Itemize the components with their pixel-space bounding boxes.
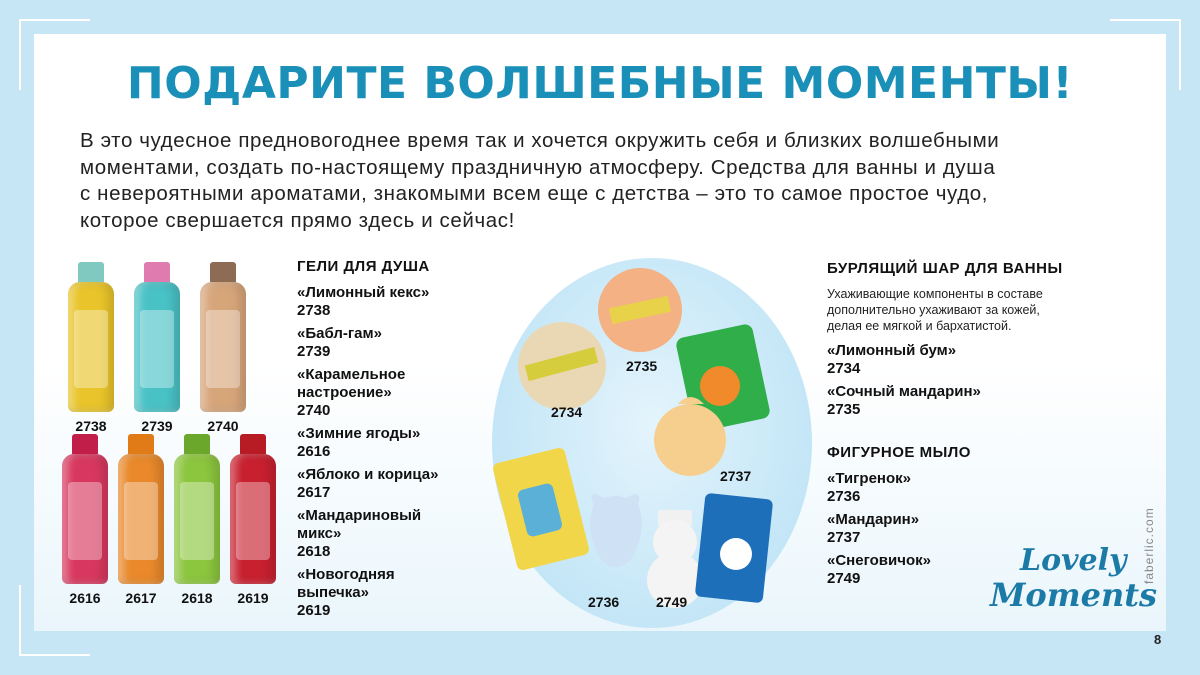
- description-line: дополнительно ухаживают за кожей,: [827, 303, 1040, 317]
- product-code: 2735: [827, 401, 861, 418]
- list-item: [827, 470, 1087, 506]
- product-number: 2735: [626, 358, 658, 374]
- penguin-icon: [118, 454, 164, 584]
- product-name: «Тигренок»: [827, 470, 911, 487]
- list-item: [297, 325, 477, 361]
- bottle-2617: [118, 434, 164, 606]
- product-number: 2749: [656, 594, 688, 610]
- yellow-wrapped-soap-icon: [492, 447, 590, 572]
- bath-bomb-orange-icon: [598, 268, 682, 352]
- product-code: 2618: [297, 543, 331, 560]
- description-line: делая ее мягкой и бархатистой.: [827, 319, 1012, 333]
- bottle-cap: [72, 434, 98, 454]
- bottle-2739: [134, 262, 180, 434]
- product-name: «Яблоко и корица»: [297, 466, 439, 483]
- bottle-cap: [240, 434, 266, 454]
- product-code: 2734: [827, 360, 861, 377]
- bottle-2740: [200, 262, 246, 434]
- intro-line: которое свершается прямо здесь и сейчас!: [80, 208, 515, 232]
- shower-gel-bottles: [62, 262, 282, 612]
- product-code: 2736: [827, 488, 861, 505]
- page-title: ПОДАРИТЕ ВОЛШЕБНЫЕ МОМЕНТЫ!: [126, 58, 1074, 109]
- product-name: «Карамельное: [297, 366, 406, 383]
- moon-cat-icon: [230, 454, 276, 584]
- list-item: [297, 425, 477, 461]
- list-item: [297, 566, 477, 620]
- product-number: 2737: [720, 468, 752, 484]
- logo-line-2: Moments: [990, 576, 1158, 614]
- bottle-number: 2616: [69, 590, 101, 606]
- product-code: 2616: [297, 443, 331, 460]
- bottle-number: 2738: [75, 418, 107, 434]
- product-code: 2737: [827, 529, 861, 546]
- bottle-2618: [174, 434, 220, 606]
- bottle-cap: [210, 262, 236, 282]
- intro-line: В это чудесное предновогоднее время так и хочется окружить себя и близких волшебными: [80, 129, 1000, 152]
- bottle-cap: [128, 434, 154, 454]
- product-code: 2739: [297, 343, 331, 360]
- bath-bomb-lemon-icon: [518, 322, 606, 410]
- product-name: «Лимонный кекс»: [297, 284, 430, 301]
- bottle-number: 2740: [207, 418, 239, 434]
- unicorn-icon: [134, 282, 180, 412]
- bottle-cap: [184, 434, 210, 454]
- section-heading: ФИГУРНОЕ МЫЛО: [827, 444, 971, 461]
- product-name: выпечка»: [297, 584, 369, 601]
- product-name: «Мандариновый: [297, 507, 422, 524]
- product-number: 2736: [588, 594, 620, 610]
- product-name: настроение»: [297, 384, 392, 401]
- bottle-number: 2617: [125, 590, 157, 606]
- bottle-cap: [144, 262, 170, 282]
- product-name: «Мандарин»: [827, 511, 920, 528]
- product-number: 2734: [551, 404, 583, 420]
- description-line: Ухаживающие компоненты в составе: [827, 287, 1043, 301]
- bottle-number: 2619: [237, 590, 269, 606]
- bear-icon: [200, 282, 246, 412]
- list-item: [297, 507, 477, 561]
- list-item: [297, 366, 477, 420]
- bottle-2616: [62, 434, 108, 606]
- intro-line: моментами, создать по-настоящему праздничную атмосферу. Средства для ванны и душа: [80, 155, 996, 179]
- page-number: 8: [1154, 632, 1162, 647]
- product-code: 2617: [297, 484, 331, 501]
- section-heading: БУРЛЯЩИЙ ШАР ДЛЯ ВАННЫ: [827, 260, 1063, 277]
- tiger-soap-icon: [590, 494, 642, 567]
- intro-paragraph: [80, 128, 1140, 234]
- blue-wrapped-soap-icon: [695, 493, 773, 604]
- product-name: «Сочный мандарин»: [827, 383, 981, 400]
- product-name: микс»: [297, 525, 342, 542]
- gingerbread-house-icon: [68, 282, 114, 412]
- product-illustrations: [492, 258, 812, 628]
- berry-icon: [62, 454, 108, 584]
- section-heading: ГЕЛИ ДЛЯ ДУША: [297, 258, 430, 275]
- list-item: [297, 466, 477, 502]
- logo-line-1: Lovely: [1020, 543, 1127, 578]
- bottle-number: 2739: [141, 418, 173, 434]
- product-name: «Снеговичок»: [827, 552, 931, 569]
- shower-gel-list: [297, 258, 477, 625]
- bottle-cap: [78, 262, 104, 282]
- bottle-2619: [230, 434, 276, 606]
- product-code: 2738: [297, 302, 331, 319]
- product-code: 2740: [297, 402, 331, 419]
- product-name: «Лимонный бум»: [827, 342, 957, 359]
- product-name: «Зимние ягоды»: [297, 425, 421, 442]
- list-item: [827, 342, 1087, 378]
- list-item: [827, 383, 1087, 419]
- product-code: 2619: [297, 602, 331, 619]
- product-code: 2749: [827, 570, 861, 587]
- section-description: [827, 286, 1087, 334]
- product-name: «Новогодняя: [297, 566, 395, 583]
- bottle-number: 2618: [181, 590, 213, 606]
- website-url: faberlic.com: [1142, 507, 1156, 584]
- intro-line: с невероятными ароматами, знакомыми всем еще с детства – это то самое простое чудо,: [80, 182, 989, 205]
- santa-icon: [174, 454, 220, 584]
- list-item: [297, 284, 477, 320]
- product-name: «Бабл-гам»: [297, 325, 382, 342]
- bottle-2738: [68, 262, 114, 434]
